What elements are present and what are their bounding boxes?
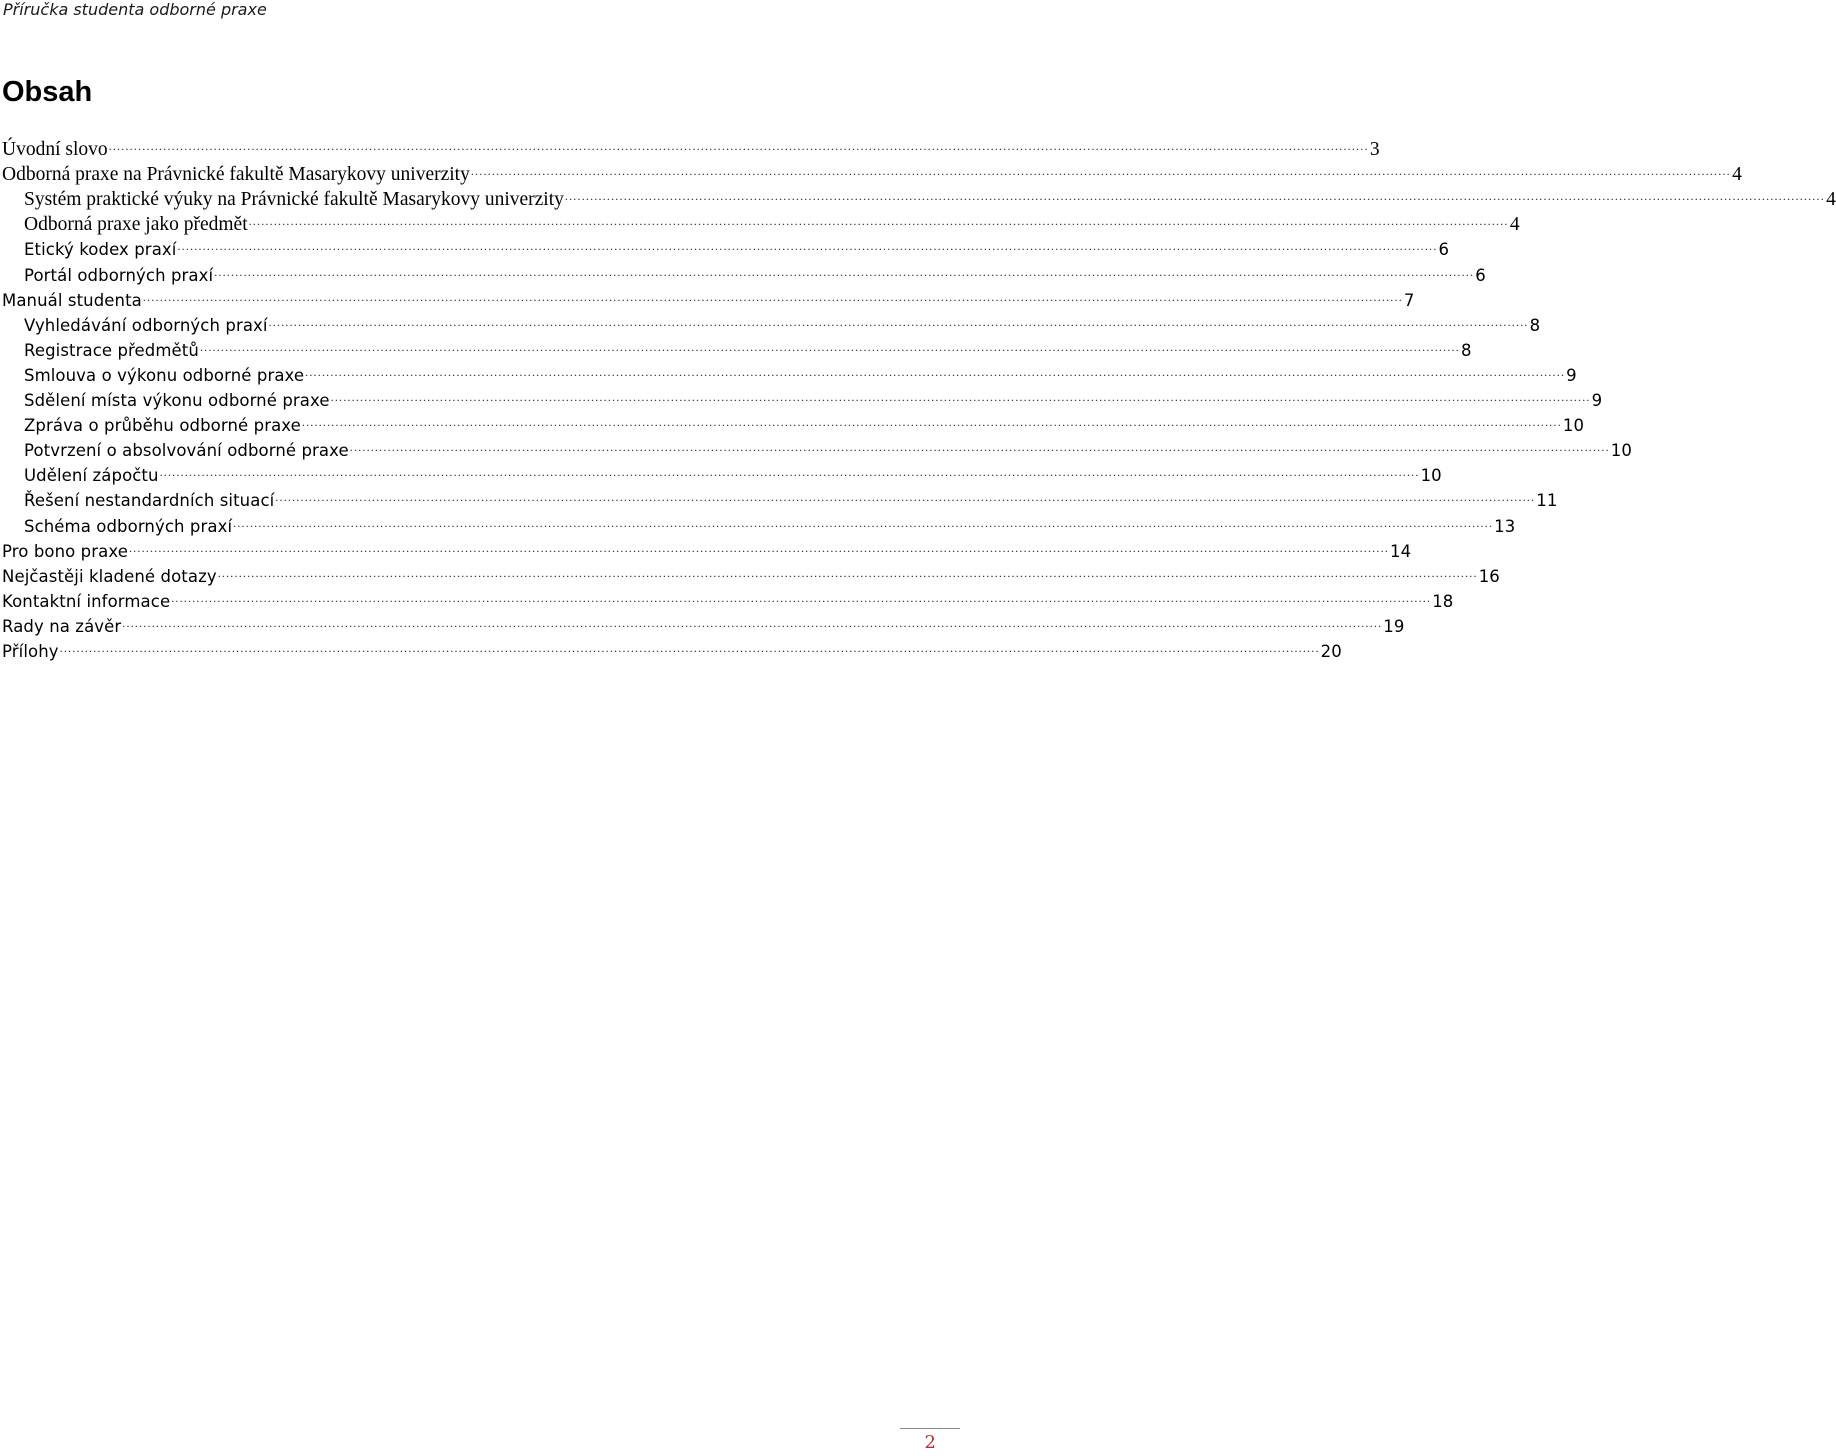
toc-entry[interactable] bbox=[0, 186, 1836, 211]
toc-entry-title: Kontaktní informace bbox=[2, 591, 171, 611]
toc-entry-title: Nejčastěji kladené dotazy bbox=[2, 566, 217, 586]
toc-entry[interactable] bbox=[0, 437, 1632, 462]
toc-entry-page: 7 bbox=[1403, 290, 1415, 310]
toc-entry[interactable] bbox=[0, 161, 1742, 186]
toc-dot-leader: ............................................................................................................................................................................................................................................................................................................ bbox=[199, 339, 1460, 354]
toc-entry-page: 9 bbox=[1591, 391, 1603, 411]
table-of-contents bbox=[0, 136, 1836, 663]
toc-entry[interactable] bbox=[0, 487, 1558, 512]
page-number: 2 bbox=[924, 1432, 936, 1453]
running-header: Příručka studenta odborné praxe bbox=[3, 0, 267, 19]
toc-entry-title: Udělení zápočtu bbox=[24, 466, 159, 486]
toc-dot-leader: ............................................................................................................................................................................................................................................................................................................ bbox=[128, 540, 1389, 555]
toc-dot-leader: ............................................................................................................................................................................................................................................................................................................ bbox=[470, 164, 1731, 179]
toc-dot-leader: ............................................................................................................................................................................................................................................................................................................ bbox=[122, 615, 1383, 630]
toc-entry-page: 4 bbox=[1732, 164, 1742, 186]
toc-entry-page: 13 bbox=[1494, 516, 1516, 536]
toc-entry-page: 6 bbox=[1438, 240, 1450, 260]
toc-entry-page: 20 bbox=[1320, 641, 1342, 661]
toc-entry-page: 3 bbox=[1369, 139, 1380, 161]
toc-entry-page: 4 bbox=[1826, 189, 1836, 211]
toc-dot-leader: ............................................................................................................................................................................................................................................................................................................ bbox=[59, 640, 1320, 655]
toc-entry[interactable] bbox=[0, 512, 1516, 537]
toc-dot-leader: ............................................................................................................................................................................................................................................................................................................ bbox=[349, 440, 1610, 455]
toc-entry-page: 18 bbox=[1432, 591, 1454, 611]
toc-entry[interactable] bbox=[0, 136, 1380, 161]
toc-entry[interactable] bbox=[0, 638, 1342, 663]
toc-entry-title: Manuál studenta bbox=[2, 290, 142, 310]
toc-entry-page: 19 bbox=[1383, 616, 1405, 636]
toc-entry-title: Systém praktické výuky na Právnické fakultě Masarykovy univerzity bbox=[24, 189, 564, 211]
toc-entry-title: Schéma odborných praxí bbox=[24, 516, 233, 536]
toc-entry-title: Rady na závěr bbox=[2, 616, 122, 636]
toc-dot-leader: ............................................................................................................................................................................................................................................................................................................ bbox=[217, 565, 1478, 580]
toc-entry-title: Smlouva o výkonu odborné praxe bbox=[24, 365, 305, 385]
toc-entry-title: Registrace předmětů bbox=[24, 340, 199, 360]
toc-entry-title: Úvodní slovo bbox=[2, 139, 108, 161]
toc-entry[interactable] bbox=[0, 613, 1405, 638]
toc-dot-leader: ............................................................................................................................................................................................................................................................................................................ bbox=[305, 364, 1566, 379]
toc-entry-title: Odborná praxe jako předmět bbox=[24, 214, 248, 236]
toc-entry[interactable] bbox=[0, 387, 1603, 412]
toc-entry[interactable] bbox=[0, 236, 1450, 261]
toc-entry[interactable] bbox=[0, 312, 1541, 337]
toc-entry[interactable] bbox=[0, 412, 1585, 437]
page-title: Obsah bbox=[2, 76, 93, 108]
toc-entry-title: Zpráva o průběhu odborné praxe bbox=[24, 416, 301, 436]
toc-entry-title: Etický kodex praxí bbox=[24, 240, 177, 260]
toc-entry-page: 10 bbox=[1610, 441, 1632, 461]
toc-dot-leader: ............................................................................................................................................................................................................................................................................................................ bbox=[233, 515, 1494, 530]
toc-entry[interactable] bbox=[0, 588, 1454, 613]
toc-entry[interactable] bbox=[0, 337, 1472, 362]
toc-entry-page: 16 bbox=[1478, 566, 1500, 586]
toc-entry[interactable] bbox=[0, 287, 1415, 312]
toc-dot-leader: ............................................................................................................................................................................................................................................................................................................ bbox=[171, 590, 1432, 605]
toc-entry-page: 11 bbox=[1536, 491, 1558, 511]
toc-dot-leader: ............................................................................................................................................................................................................................................................................................................ bbox=[330, 390, 1591, 405]
toc-entry[interactable] bbox=[0, 538, 1412, 563]
toc-dot-leader: ............................................................................................................................................................................................................................................................................................................ bbox=[214, 264, 1475, 279]
toc-dot-leader: ............................................................................................................................................................................................................................................................................................................ bbox=[275, 490, 1536, 505]
toc-entry[interactable] bbox=[0, 261, 1486, 286]
toc-entry-title: Potvrzení o absolvování odborné praxe bbox=[24, 441, 349, 461]
toc-entry-title: Pro bono praxe bbox=[2, 541, 128, 561]
toc-dot-leader: ............................................................................................................................................................................................................................................................................................................ bbox=[564, 189, 1825, 204]
toc-entry-title: Portál odborných praxí bbox=[24, 265, 214, 285]
toc-entry[interactable] bbox=[0, 362, 1577, 387]
toc-entry-title: Přílohy bbox=[2, 641, 59, 661]
toc-dot-leader: ............................................................................................................................................................................................................................................................................................................ bbox=[142, 289, 1403, 304]
toc-entry[interactable] bbox=[0, 211, 1520, 236]
toc-entry-page: 8 bbox=[1529, 315, 1541, 335]
toc-dot-leader: ............................................................................................................................................................................................................................................................................................................ bbox=[177, 239, 1438, 254]
toc-dot-leader: ............................................................................................................................................................................................................................................................................................................ bbox=[108, 139, 1369, 154]
toc-entry-title: Sdělení místa výkonu odborné praxe bbox=[24, 391, 330, 411]
toc-entry[interactable] bbox=[0, 462, 1442, 487]
toc-dot-leader: ............................................................................................................................................................................................................................................................................................................ bbox=[268, 314, 1529, 329]
toc-entry-page: 9 bbox=[1566, 365, 1577, 385]
toc-entry-page: 6 bbox=[1475, 265, 1486, 285]
toc-entry-page: 10 bbox=[1562, 416, 1585, 436]
toc-dot-leader: ............................................................................................................................................................................................................................................................................................................ bbox=[248, 214, 1509, 229]
toc-dot-leader: ............................................................................................................................................................................................................................................................................................................ bbox=[301, 415, 1562, 430]
toc-dot-leader: ............................................................................................................................................................................................................................................................................................................ bbox=[159, 465, 1420, 480]
toc-entry-title: Odborná praxe na Právnické fakultě Masarykovy univerzity bbox=[2, 164, 470, 186]
toc-entry-page: 14 bbox=[1389, 541, 1412, 561]
toc-entry-title: Řešení nestandardních situací bbox=[24, 491, 275, 511]
toc-entry-page: 8 bbox=[1460, 340, 1472, 360]
toc-entry-page: 4 bbox=[1509, 214, 1520, 236]
toc-entry-page: 10 bbox=[1420, 466, 1442, 486]
toc-entry-title: Vyhledávání odborných praxí bbox=[24, 315, 268, 335]
toc-entry[interactable] bbox=[0, 563, 1500, 588]
footer-rule bbox=[900, 1428, 960, 1429]
